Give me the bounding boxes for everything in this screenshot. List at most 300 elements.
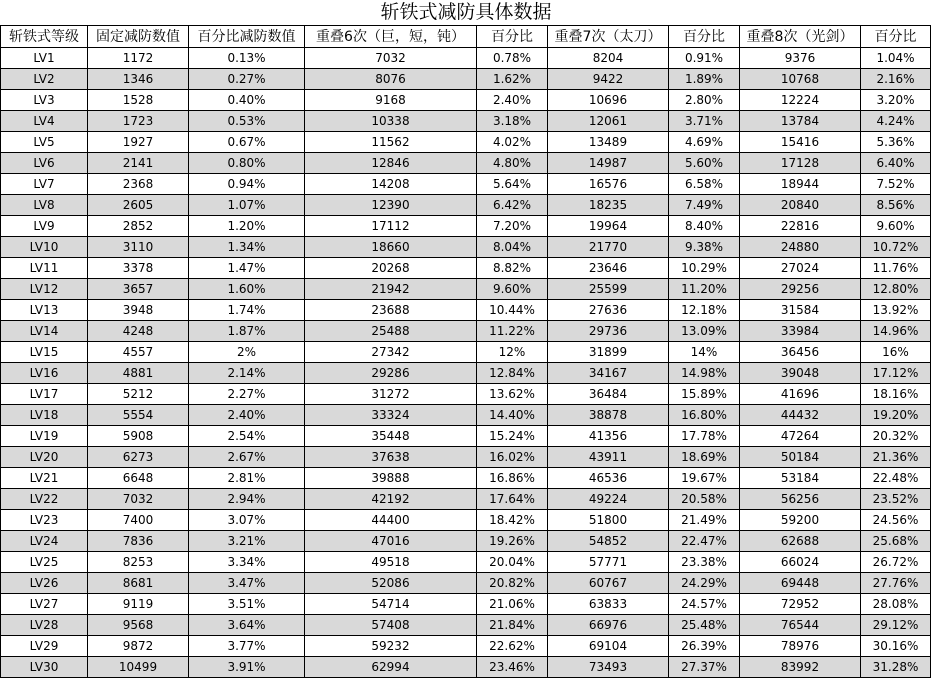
stack-7-cell[interactable]: 14987 (548, 153, 669, 174)
stack-8-percent-cell[interactable]: 31.28% (861, 657, 931, 678)
stack-6-cell[interactable]: 9168 (305, 90, 477, 111)
stack-8-cell[interactable]: 36456 (740, 342, 861, 363)
stack-6-cell[interactable]: 29286 (305, 363, 477, 384)
stack-6-percent-cell[interactable]: 16.02% (477, 447, 548, 468)
stack-6-cell[interactable]: 57408 (305, 615, 477, 636)
stack-7-cell[interactable]: 19964 (548, 216, 669, 237)
table-row (1, 489, 931, 510)
stack-8-percent-cell[interactable]: 16% (861, 342, 931, 363)
table-row (1, 132, 931, 153)
stack-7-cell[interactable]: 16576 (548, 174, 669, 195)
stack-8-percent-cell[interactable]: 22.48% (861, 468, 931, 489)
stack-6-cell[interactable]: 47016 (305, 531, 477, 552)
stack-7-percent-cell[interactable]: 13.09% (669, 321, 740, 342)
stack-7-percent-cell[interactable]: 7.49% (669, 195, 740, 216)
fixed-reduction-cell[interactable]: 3657 (88, 279, 189, 300)
percent-reduction-cell[interactable]: 1.87% (189, 321, 305, 342)
stack-7-cell[interactable]: 63833 (548, 594, 669, 615)
stack-6-cell[interactable]: 31272 (305, 384, 477, 405)
stack-8-percent-cell[interactable]: 2.16% (861, 69, 931, 90)
stack-6-percent-cell[interactable]: 20.82% (477, 573, 548, 594)
stack-6-percent-cell[interactable]: 8.82% (477, 258, 548, 279)
stack-7-cell[interactable]: 34167 (548, 363, 669, 384)
stack-7-percent-cell[interactable]: 8.40% (669, 216, 740, 237)
table-row (1, 111, 931, 132)
stack-8-percent-cell[interactable]: 17.12% (861, 363, 931, 384)
header-stack-7-percent[interactable]: 百分比 (669, 26, 740, 48)
stack-7-percent-cell[interactable]: 6.58% (669, 174, 740, 195)
fixed-reduction-cell[interactable]: 3110 (88, 237, 189, 258)
fixed-reduction-cell[interactable]: 8253 (88, 552, 189, 573)
stack-8-cell[interactable]: 15416 (740, 132, 861, 153)
percent-reduction-cell[interactable]: 3.64% (189, 615, 305, 636)
stack-6-percent-cell[interactable]: 6.42% (477, 195, 548, 216)
percent-reduction-cell[interactable]: 2.54% (189, 426, 305, 447)
stack-8-cell[interactable]: 76544 (740, 615, 861, 636)
stack-6-cell[interactable]: 54714 (305, 594, 477, 615)
stack-8-percent-cell[interactable]: 30.16% (861, 636, 931, 657)
stack-7-cell[interactable]: 69104 (548, 636, 669, 657)
stack-7-cell[interactable]: 43911 (548, 447, 669, 468)
percent-reduction-cell[interactable]: 2.40% (189, 405, 305, 426)
stack-8-cell[interactable]: 62688 (740, 531, 861, 552)
table-row (1, 216, 931, 237)
percent-reduction-cell[interactable]: 1.07% (189, 195, 305, 216)
header-level[interactable]: 斩铁式等级 (1, 26, 88, 48)
stack-6-cell[interactable]: 12390 (305, 195, 477, 216)
stack-8-percent-cell[interactable]: 25.68% (861, 531, 931, 552)
fixed-reduction-cell[interactable]: 8681 (88, 573, 189, 594)
stack-7-cell[interactable]: 73493 (548, 657, 669, 678)
stack-8-cell[interactable]: 9376 (740, 48, 861, 69)
stack-6-percent-cell[interactable]: 4.02% (477, 132, 548, 153)
stack-6-cell[interactable]: 17112 (305, 216, 477, 237)
fixed-reduction-cell[interactable]: 4881 (88, 363, 189, 384)
stack-8-percent-cell[interactable]: 29.12% (861, 615, 931, 636)
stack-7-percent-cell[interactable]: 26.39% (669, 636, 740, 657)
stack-6-cell[interactable]: 18660 (305, 237, 477, 258)
header-stack-8[interactable]: 重叠8次（光剑） (740, 26, 861, 48)
stack-8-cell[interactable]: 59200 (740, 510, 861, 531)
stack-7-percent-cell[interactable]: 11.20% (669, 279, 740, 300)
stack-8-percent-cell[interactable]: 21.36% (861, 447, 931, 468)
header-stack-7[interactable]: 重叠7次（太刀） (548, 26, 669, 48)
stack-7-cell[interactable]: 12061 (548, 111, 669, 132)
header-stack-8-percent[interactable]: 百分比 (861, 26, 931, 48)
level-cell[interactable]: LV9 (1, 216, 88, 237)
stack-8-cell[interactable]: 13784 (740, 111, 861, 132)
table-row (1, 405, 931, 426)
level-cell[interactable]: LV23 (1, 510, 88, 531)
percent-reduction-cell[interactable]: 2% (189, 342, 305, 363)
stack-8-percent-cell[interactable]: 23.52% (861, 489, 931, 510)
table-row (1, 153, 931, 174)
stack-8-percent-cell[interactable]: 27.76% (861, 573, 931, 594)
stack-7-percent-cell[interactable]: 27.37% (669, 657, 740, 678)
stack-8-percent-cell[interactable]: 20.32% (861, 426, 931, 447)
level-cell[interactable]: LV6 (1, 153, 88, 174)
level-cell[interactable]: LV16 (1, 363, 88, 384)
stack-8-percent-cell[interactable]: 10.72% (861, 237, 931, 258)
level-cell[interactable]: LV24 (1, 531, 88, 552)
stack-6-percent-cell[interactable]: 4.80% (477, 153, 548, 174)
stack-8-percent-cell[interactable]: 28.08% (861, 594, 931, 615)
stack-7-percent-cell[interactable]: 20.58% (669, 489, 740, 510)
stack-6-cell[interactable]: 25488 (305, 321, 477, 342)
stack-7-percent-cell[interactable]: 15.89% (669, 384, 740, 405)
fixed-reduction-cell[interactable]: 9119 (88, 594, 189, 615)
stack-8-cell[interactable]: 72952 (740, 594, 861, 615)
stack-8-cell[interactable]: 24880 (740, 237, 861, 258)
stack-8-percent-cell[interactable]: 5.36% (861, 132, 931, 153)
stack-7-cell[interactable]: 13489 (548, 132, 669, 153)
stack-7-percent-cell[interactable]: 25.48% (669, 615, 740, 636)
fixed-reduction-cell[interactable]: 5212 (88, 384, 189, 405)
stack-6-cell[interactable]: 14208 (305, 174, 477, 195)
level-cell[interactable]: LV22 (1, 489, 88, 510)
stack-8-cell[interactable]: 22816 (740, 216, 861, 237)
stack-8-cell[interactable]: 12224 (740, 90, 861, 111)
stack-7-cell[interactable]: 51800 (548, 510, 669, 531)
fixed-reduction-cell[interactable]: 5554 (88, 405, 189, 426)
percent-reduction-cell[interactable]: 3.21% (189, 531, 305, 552)
stack-6-percent-cell[interactable]: 9.60% (477, 279, 548, 300)
stack-6-cell[interactable]: 44400 (305, 510, 477, 531)
table-row (1, 321, 931, 342)
stack-7-cell[interactable]: 29736 (548, 321, 669, 342)
fixed-reduction-cell[interactable]: 1927 (88, 132, 189, 153)
fixed-reduction-cell[interactable]: 1528 (88, 90, 189, 111)
percent-reduction-cell[interactable]: 0.27% (189, 69, 305, 90)
stack-6-percent-cell[interactable]: 0.78% (477, 48, 548, 69)
stack-6-cell[interactable]: 23688 (305, 300, 477, 321)
stack-6-percent-cell[interactable]: 12% (477, 342, 548, 363)
percent-reduction-cell[interactable]: 1.74% (189, 300, 305, 321)
stack-6-percent-cell[interactable]: 18.42% (477, 510, 548, 531)
stack-8-percent-cell[interactable]: 1.04% (861, 48, 931, 69)
stack-8-cell[interactable]: 10768 (740, 69, 861, 90)
level-cell[interactable]: LV14 (1, 321, 88, 342)
stack-6-cell[interactable]: 37638 (305, 447, 477, 468)
stack-6-percent-cell[interactable]: 13.62% (477, 384, 548, 405)
stack-7-percent-cell[interactable]: 0.91% (669, 48, 740, 69)
fixed-reduction-cell[interactable]: 1346 (88, 69, 189, 90)
table-row (1, 426, 931, 447)
percent-reduction-cell[interactable]: 1.47% (189, 258, 305, 279)
percent-reduction-cell[interactable]: 2.94% (189, 489, 305, 510)
stack-6-percent-cell[interactable]: 15.24% (477, 426, 548, 447)
stack-6-percent-cell[interactable]: 1.62% (477, 69, 548, 90)
fixed-reduction-cell[interactable]: 9568 (88, 615, 189, 636)
stack-6-percent-cell[interactable]: 14.40% (477, 405, 548, 426)
stack-7-cell[interactable]: 18235 (548, 195, 669, 216)
stack-8-percent-cell[interactable]: 6.40% (861, 153, 931, 174)
stack-7-cell[interactable]: 27636 (548, 300, 669, 321)
stack-8-percent-cell[interactable]: 9.60% (861, 216, 931, 237)
level-cell[interactable]: LV1 (1, 48, 88, 69)
stack-7-percent-cell[interactable]: 24.29% (669, 573, 740, 594)
stack-7-cell[interactable]: 36484 (548, 384, 669, 405)
stack-7-cell[interactable]: 57771 (548, 552, 669, 573)
percent-reduction-cell[interactable]: 0.67% (189, 132, 305, 153)
level-cell[interactable]: LV30 (1, 657, 88, 678)
stack-7-percent-cell[interactable]: 10.29% (669, 258, 740, 279)
level-cell[interactable]: LV18 (1, 405, 88, 426)
level-cell[interactable]: LV7 (1, 174, 88, 195)
stack-8-percent-cell[interactable]: 11.76% (861, 258, 931, 279)
stack-7-cell[interactable]: 49224 (548, 489, 669, 510)
level-cell[interactable]: LV11 (1, 258, 88, 279)
stack-6-percent-cell[interactable]: 22.62% (477, 636, 548, 657)
stack-6-cell[interactable]: 33324 (305, 405, 477, 426)
fixed-reduction-cell[interactable]: 4557 (88, 342, 189, 363)
stack-6-percent-cell[interactable]: 16.86% (477, 468, 548, 489)
fixed-reduction-cell[interactable]: 2852 (88, 216, 189, 237)
fixed-reduction-cell[interactable]: 10499 (88, 657, 189, 678)
percent-reduction-cell[interactable]: 3.51% (189, 594, 305, 615)
stack-7-percent-cell[interactable]: 14% (669, 342, 740, 363)
fixed-reduction-cell[interactable]: 9872 (88, 636, 189, 657)
stack-8-cell[interactable]: 47264 (740, 426, 861, 447)
level-cell[interactable]: LV13 (1, 300, 88, 321)
stack-6-percent-cell[interactable]: 5.64% (477, 174, 548, 195)
fixed-reduction-cell[interactable]: 7836 (88, 531, 189, 552)
stack-7-cell[interactable]: 60767 (548, 573, 669, 594)
stack-8-percent-cell[interactable]: 7.52% (861, 174, 931, 195)
fixed-reduction-cell[interactable]: 3378 (88, 258, 189, 279)
stack-8-cell[interactable]: 20840 (740, 195, 861, 216)
percent-reduction-cell[interactable]: 2.14% (189, 363, 305, 384)
stack-6-cell[interactable]: 52086 (305, 573, 477, 594)
stack-6-cell[interactable]: 35448 (305, 426, 477, 447)
stack-6-percent-cell[interactable]: 7.20% (477, 216, 548, 237)
stack-6-cell[interactable]: 49518 (305, 552, 477, 573)
stack-6-percent-cell[interactable]: 2.40% (477, 90, 548, 111)
stack-6-cell[interactable]: 11562 (305, 132, 477, 153)
stack-6-percent-cell[interactable]: 19.26% (477, 531, 548, 552)
stack-8-percent-cell[interactable]: 24.56% (861, 510, 931, 531)
percent-reduction-cell[interactable]: 0.13% (189, 48, 305, 69)
percent-reduction-cell[interactable]: 2.67% (189, 447, 305, 468)
stack-8-cell[interactable]: 50184 (740, 447, 861, 468)
percent-reduction-cell[interactable]: 0.94% (189, 174, 305, 195)
stack-7-percent-cell[interactable]: 9.38% (669, 237, 740, 258)
fixed-reduction-cell[interactable]: 6648 (88, 468, 189, 489)
stack-8-cell[interactable]: 44432 (740, 405, 861, 426)
stack-8-cell[interactable]: 56256 (740, 489, 861, 510)
stack-6-cell[interactable]: 27342 (305, 342, 477, 363)
stack-7-percent-cell[interactable]: 4.69% (669, 132, 740, 153)
level-cell[interactable]: LV25 (1, 552, 88, 573)
level-cell[interactable]: LV27 (1, 594, 88, 615)
stack-6-percent-cell[interactable]: 21.84% (477, 615, 548, 636)
stack-7-percent-cell[interactable]: 18.69% (669, 447, 740, 468)
fixed-reduction-cell[interactable]: 7032 (88, 489, 189, 510)
stack-8-percent-cell[interactable]: 13.92% (861, 300, 931, 321)
stack-8-cell[interactable]: 29256 (740, 279, 861, 300)
fixed-reduction-cell[interactable]: 5908 (88, 426, 189, 447)
table-row (1, 615, 931, 636)
stack-7-cell[interactable]: 31899 (548, 342, 669, 363)
stack-8-cell[interactable]: 39048 (740, 363, 861, 384)
stack-6-cell[interactable]: 62994 (305, 657, 477, 678)
stack-7-cell[interactable]: 8204 (548, 48, 669, 69)
fixed-reduction-cell[interactable]: 7400 (88, 510, 189, 531)
stack-6-cell[interactable]: 21942 (305, 279, 477, 300)
stack-6-percent-cell[interactable]: 12.84% (477, 363, 548, 384)
stack-7-cell[interactable]: 38878 (548, 405, 669, 426)
stack-6-cell[interactable]: 12846 (305, 153, 477, 174)
level-cell[interactable]: LV10 (1, 237, 88, 258)
stack-7-percent-cell[interactable]: 14.98% (669, 363, 740, 384)
percent-reduction-cell[interactable]: 0.40% (189, 90, 305, 111)
stack-8-percent-cell[interactable]: 18.16% (861, 384, 931, 405)
table-row (1, 594, 931, 615)
stack-7-cell[interactable]: 41356 (548, 426, 669, 447)
stack-7-cell[interactable]: 10696 (548, 90, 669, 111)
table-row (1, 573, 931, 594)
stack-6-percent-cell[interactable]: 10.44% (477, 300, 548, 321)
table-row (1, 300, 931, 321)
header-percent-reduction[interactable]: 百分比减防数值 (189, 26, 305, 48)
stack-8-cell[interactable]: 41696 (740, 384, 861, 405)
stack-7-percent-cell[interactable]: 21.49% (669, 510, 740, 531)
percent-reduction-cell[interactable]: 3.91% (189, 657, 305, 678)
stack-8-cell[interactable]: 33984 (740, 321, 861, 342)
stack-6-cell[interactable]: 7032 (305, 48, 477, 69)
stack-7-percent-cell[interactable]: 23.38% (669, 552, 740, 573)
percent-reduction-cell[interactable]: 2.27% (189, 384, 305, 405)
percent-reduction-cell[interactable]: 0.53% (189, 111, 305, 132)
stack-6-percent-cell[interactable]: 20.04% (477, 552, 548, 573)
header-fixed-reduction[interactable]: 固定减防数值 (88, 26, 189, 48)
stack-8-percent-cell[interactable]: 8.56% (861, 195, 931, 216)
percent-reduction-cell[interactable]: 0.80% (189, 153, 305, 174)
fixed-reduction-cell[interactable]: 1723 (88, 111, 189, 132)
level-cell[interactable]: LV8 (1, 195, 88, 216)
sheet-title: 斩铁式减防具体数据 (380, 1, 552, 23)
stack-8-percent-cell[interactable]: 14.96% (861, 321, 931, 342)
stack-7-percent-cell[interactable]: 2.80% (669, 90, 740, 111)
stack-8-percent-cell[interactable]: 12.80% (861, 279, 931, 300)
stack-7-cell[interactable]: 54852 (548, 531, 669, 552)
fixed-reduction-cell[interactable]: 3948 (88, 300, 189, 321)
percent-reduction-cell[interactable]: 3.77% (189, 636, 305, 657)
stack-7-percent-cell[interactable]: 16.80% (669, 405, 740, 426)
level-cell[interactable]: LV3 (1, 90, 88, 111)
stack-6-cell[interactable]: 39888 (305, 468, 477, 489)
percent-reduction-cell[interactable]: 2.81% (189, 468, 305, 489)
stack-8-cell[interactable]: 17128 (740, 153, 861, 174)
stack-8-percent-cell[interactable]: 26.72% (861, 552, 931, 573)
stack-7-cell[interactable]: 23646 (548, 258, 669, 279)
fixed-reduction-cell[interactable]: 2605 (88, 195, 189, 216)
percent-reduction-cell[interactable]: 3.07% (189, 510, 305, 531)
level-cell[interactable]: LV21 (1, 468, 88, 489)
stack-7-cell[interactable]: 46536 (548, 468, 669, 489)
header-stack-6[interactable]: 重叠6次（巨，短，钝） (305, 26, 477, 48)
stack-8-cell[interactable]: 53184 (740, 468, 861, 489)
level-cell[interactable]: LV15 (1, 342, 88, 363)
stack-7-percent-cell[interactable]: 12.18% (669, 300, 740, 321)
percent-reduction-cell[interactable]: 1.60% (189, 279, 305, 300)
stack-6-percent-cell[interactable]: 21.06% (477, 594, 548, 615)
stack-6-percent-cell[interactable]: 23.46% (477, 657, 548, 678)
stack-7-percent-cell[interactable]: 24.57% (669, 594, 740, 615)
stack-7-cell[interactable]: 25599 (548, 279, 669, 300)
level-cell[interactable]: LV26 (1, 573, 88, 594)
stack-6-percent-cell[interactable]: 17.64% (477, 489, 548, 510)
stack-6-cell[interactable]: 42192 (305, 489, 477, 510)
stack-6-percent-cell[interactable]: 8.04% (477, 237, 548, 258)
stack-6-percent-cell[interactable]: 3.18% (477, 111, 548, 132)
stack-8-cell[interactable]: 18944 (740, 174, 861, 195)
table-row (1, 447, 931, 468)
stack-8-percent-cell[interactable]: 19.20% (861, 405, 931, 426)
stack-7-cell[interactable]: 66976 (548, 615, 669, 636)
level-cell[interactable]: LV12 (1, 279, 88, 300)
table-row (1, 510, 931, 531)
table-row (1, 279, 931, 300)
level-cell[interactable]: LV28 (1, 615, 88, 636)
fixed-reduction-cell[interactable]: 4248 (88, 321, 189, 342)
stack-8-cell[interactable]: 66024 (740, 552, 861, 573)
level-cell[interactable]: LV20 (1, 447, 88, 468)
level-cell[interactable]: LV17 (1, 384, 88, 405)
level-cell[interactable]: LV2 (1, 69, 88, 90)
stack-8-cell[interactable]: 83992 (740, 657, 861, 678)
header-stack-6-percent[interactable]: 百分比 (477, 26, 548, 48)
stack-7-percent-cell[interactable]: 1.89% (669, 69, 740, 90)
level-cell[interactable]: LV29 (1, 636, 88, 657)
stack-7-percent-cell[interactable]: 19.67% (669, 468, 740, 489)
stack-8-percent-cell[interactable]: 4.24% (861, 111, 931, 132)
stack-7-cell[interactable]: 9422 (548, 69, 669, 90)
fixed-reduction-cell[interactable]: 2141 (88, 153, 189, 174)
stack-6-cell[interactable]: 59232 (305, 636, 477, 657)
stack-6-cell[interactable]: 8076 (305, 69, 477, 90)
stack-6-cell[interactable]: 20268 (305, 258, 477, 279)
stack-7-cell[interactable]: 21770 (548, 237, 669, 258)
level-cell[interactable]: LV4 (1, 111, 88, 132)
stack-7-percent-cell[interactable]: 22.47% (669, 531, 740, 552)
fixed-reduction-cell[interactable]: 2368 (88, 174, 189, 195)
stack-7-percent-cell[interactable]: 17.78% (669, 426, 740, 447)
stack-8-cell[interactable]: 78976 (740, 636, 861, 657)
percent-reduction-cell[interactable]: 3.47% (189, 573, 305, 594)
table-row (1, 90, 931, 111)
level-cell[interactable]: LV5 (1, 132, 88, 153)
stack-8-percent-cell[interactable]: 3.20% (861, 90, 931, 111)
defense-reduction-table (0, 25, 931, 678)
stack-8-cell[interactable]: 27024 (740, 258, 861, 279)
stack-6-cell[interactable]: 10338 (305, 111, 477, 132)
table-row (1, 636, 931, 657)
percent-reduction-cell[interactable]: 3.34% (189, 552, 305, 573)
table-row (1, 363, 931, 384)
level-cell[interactable]: LV19 (1, 426, 88, 447)
stack-8-cell[interactable]: 31584 (740, 300, 861, 321)
stack-7-percent-cell[interactable]: 3.71% (669, 111, 740, 132)
percent-reduction-cell[interactable]: 1.20% (189, 216, 305, 237)
fixed-reduction-cell[interactable]: 1172 (88, 48, 189, 69)
fixed-reduction-cell[interactable]: 6273 (88, 447, 189, 468)
table-row (1, 552, 931, 573)
stack-7-percent-cell[interactable]: 5.60% (669, 153, 740, 174)
percent-reduction-cell[interactable]: 1.34% (189, 237, 305, 258)
stack-6-percent-cell[interactable]: 11.22% (477, 321, 548, 342)
stack-8-cell[interactable]: 69448 (740, 573, 861, 594)
